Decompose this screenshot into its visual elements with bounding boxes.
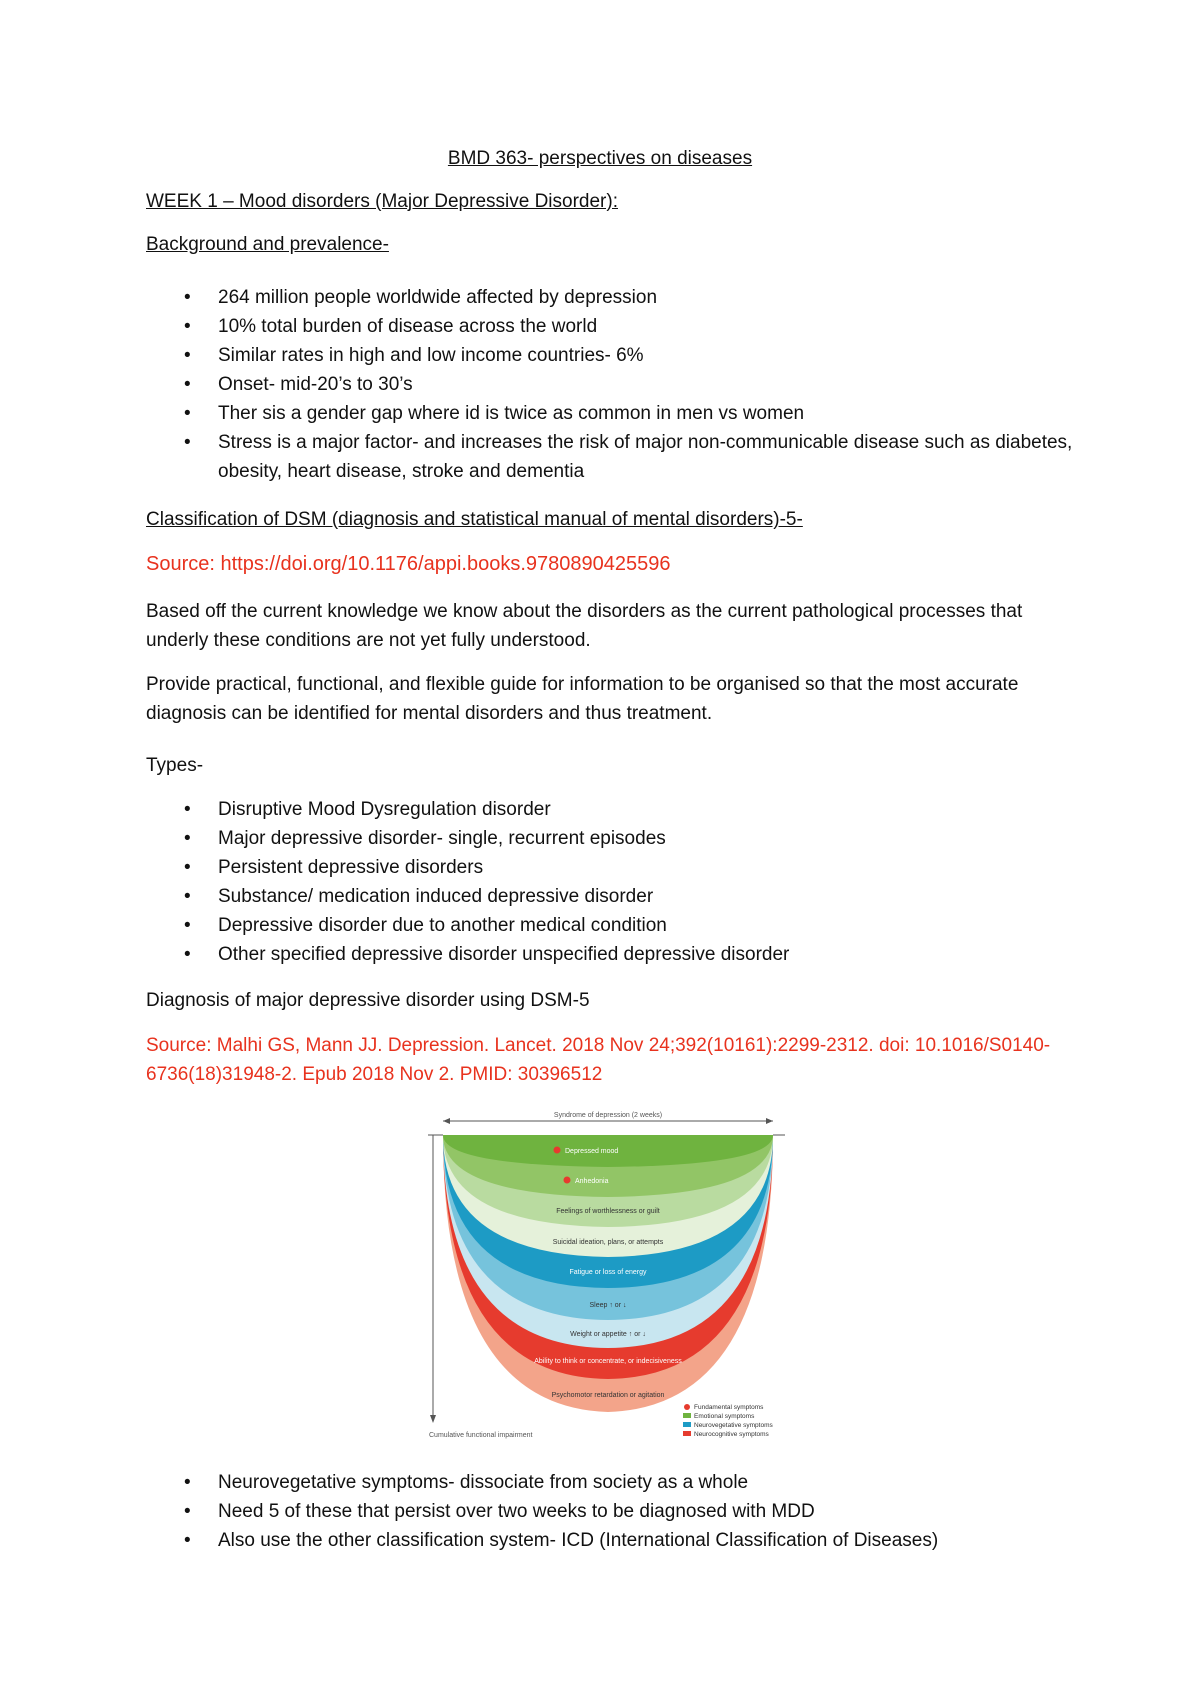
paragraph-knowledge: Based off the current knowledge we know about the disorders as the current pathological processes that underly these conditions are not yet fully understood. [146, 601, 1023, 651]
arrow-head-down [430, 1415, 436, 1423]
source-citation-2: Source: Malhi GS, Mann JJ. Depression. Lancet. 2018 Nov 24;392(10161):2299-2312. doi: 10.1016/S0140-6736(18)31948-2. Epub 2018 Nov 2. PMID: 30396512 [146, 1035, 1051, 1085]
list-item: • Substance/ medication induced depressive disorder [146, 882, 1076, 911]
list-item: • Depressive disorder due to another medical condition [146, 911, 1076, 940]
figure-top-label: Syndrome of depression (2 weeks) [553, 1112, 663, 1119]
page-title: BMD 363- perspectives on diseases [447, 148, 753, 169]
band-label: Weight or appetite ↑ or ↓ [570, 1331, 646, 1338]
legend-dot-icon [684, 1404, 690, 1410]
legend-swatch [683, 1422, 691, 1427]
band-label: Ability to think or concentrate, or indecisiveness [534, 1358, 682, 1365]
list-item: • Stress is a major factor- and increases the risk of major non-communicable disease such as diabetes, obesity, heart disease, stroke and dementia [146, 428, 1076, 486]
fundamental-dot-icon [564, 1177, 571, 1184]
list-item: • Major depressive disorder- single, recurrent episodes [146, 824, 1076, 853]
list-item: • 264 million people worldwide affected by depression [146, 283, 1076, 312]
list-item: • Persistent depressive disorders [146, 853, 1076, 882]
source-label: Source: [146, 553, 215, 575]
legend-label: Emotional symptoms [694, 1413, 755, 1420]
list-item: • 10% total burden of disease across the world [146, 312, 1076, 341]
arrow-head-right [766, 1118, 773, 1124]
band-label: Anhedonia [575, 1178, 609, 1185]
legend-label: Neurocognitive symptoms [694, 1431, 769, 1438]
diagnosis-heading: Diagnosis of major depressive disorder using DSM-5 [146, 990, 590, 1011]
types-list [146, 795, 1076, 969]
figure-side-label: Cumulative functional impairment [429, 1432, 533, 1439]
list-item: • Other specified depressive disorder unspecified depressive disorder [146, 940, 1076, 969]
background-list [146, 283, 1076, 486]
list-item: • Disruptive Mood Dysregulation disorder [146, 795, 1076, 824]
source-link[interactable]: https://doi.org/10.1176/appi.books.9780890425596 [220, 553, 671, 575]
classification-heading: Classification of DSM (diagnosis and statistical manual of mental disorders)-5- [146, 509, 803, 530]
band-label: Fatigue or loss of energy [569, 1269, 647, 1276]
depression-symptoms-figure [425, 1107, 805, 1447]
list-item: • Ther sis a gender gap where id is twice as common in men vs women [146, 399, 1076, 428]
list-item: • Need 5 of these that persist over two weeks to be diagnosed with MDD [146, 1497, 1076, 1526]
week-heading: WEEK 1 – Mood disorders (Major Depressive Disorder): [146, 191, 618, 212]
legend-label: Fundamental symptoms [694, 1404, 764, 1411]
list-item: • Onset- mid-20’s to 30’s [146, 370, 1076, 399]
band-label: Suicidal ideation, plans, or attempts [552, 1239, 664, 1246]
legend-label: Neurovegetative symptoms [694, 1422, 773, 1429]
final-list [146, 1468, 1076, 1555]
fundamental-dot-icon [554, 1147, 561, 1154]
band-label: Psychomotor retardation or agitation [551, 1392, 665, 1399]
legend-swatch [683, 1413, 691, 1418]
band-label: Sleep ↑ or ↓ [589, 1302, 627, 1309]
list-item: • Neurovegetative symptoms- dissociate from society as a whole [146, 1468, 1076, 1497]
paragraph-guide: Provide practical, functional, and flexible guide for information to be organised so that the most accurate diagnosis can be identified for mental disorders and thus treatment. [146, 674, 1019, 724]
band-label: Depressed mood [565, 1148, 619, 1155]
list-item: • Similar rates in high and low income countries- 6% [146, 341, 1076, 370]
source-line-1 [146, 553, 671, 576]
arrow-head-left [443, 1118, 450, 1124]
types-heading: Types- [146, 755, 204, 776]
list-item: • Also use the other classification system- ICD (International Classification of Diseases) [146, 1526, 1076, 1555]
band-label: Feelings of worthlessness or guilt [556, 1208, 660, 1215]
background-heading: Background and prevalence- [146, 234, 389, 255]
legend-swatch [683, 1431, 691, 1436]
